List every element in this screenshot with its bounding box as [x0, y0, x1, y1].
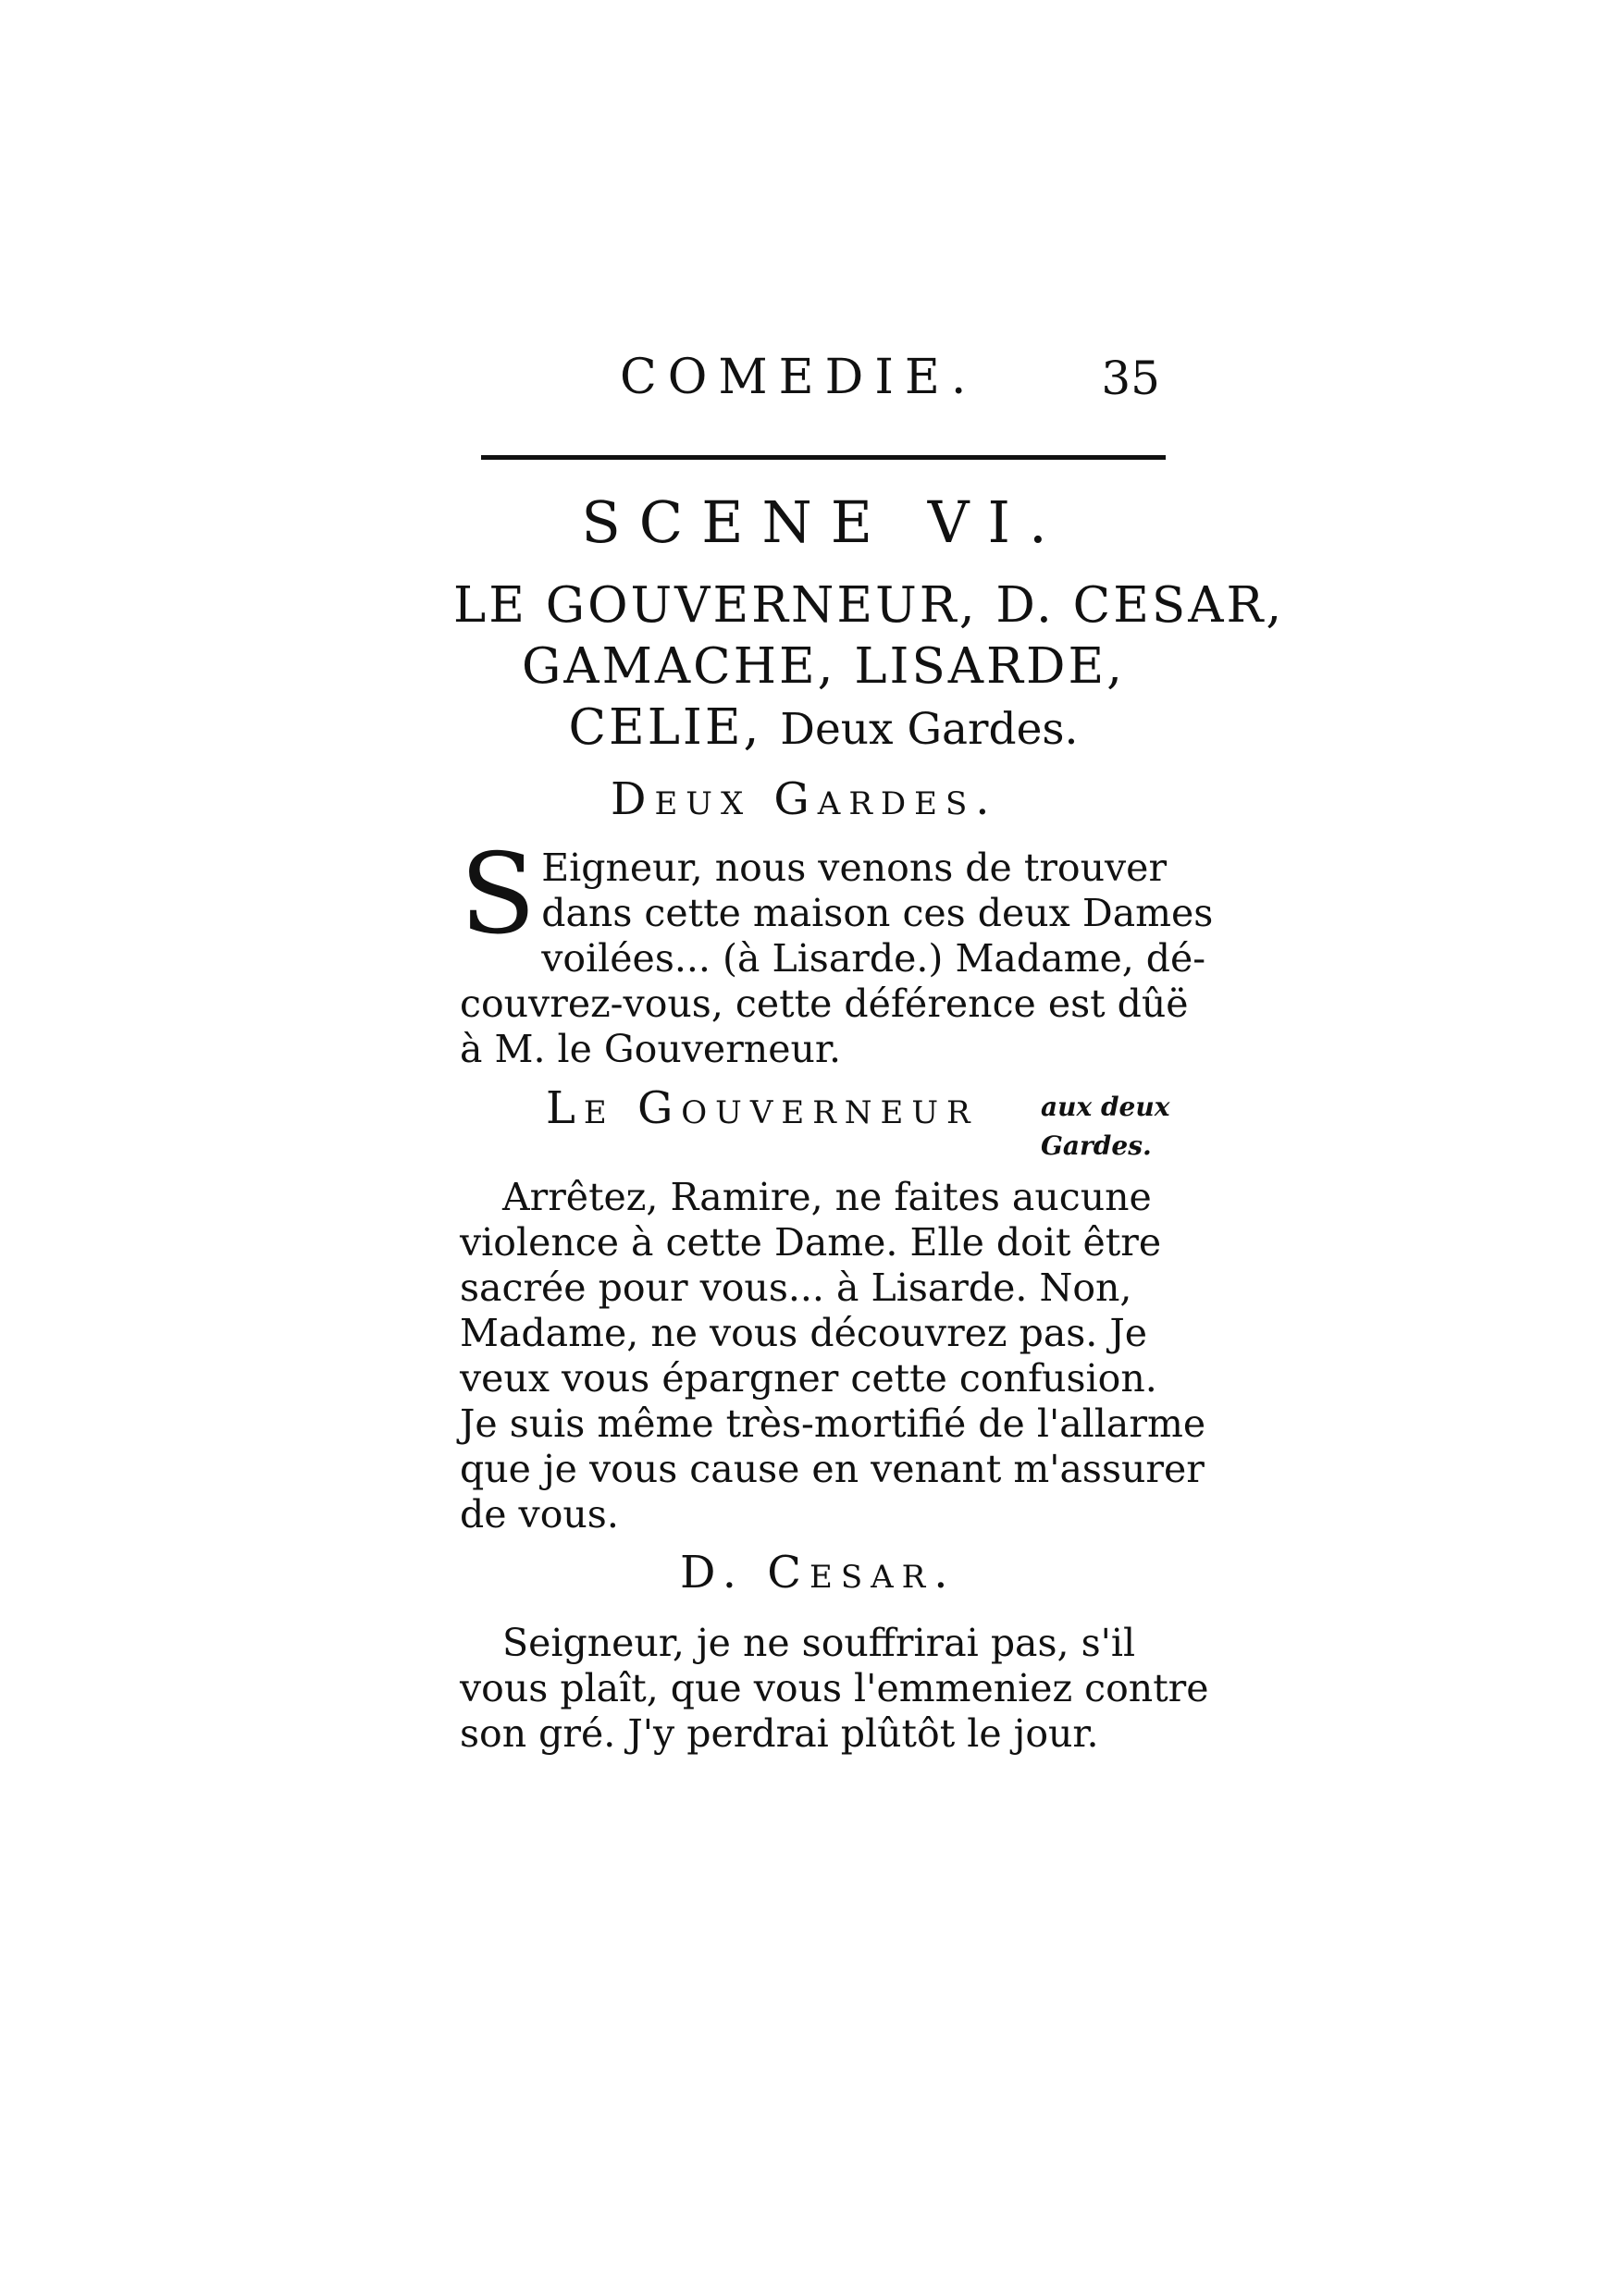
drop-cap: S: [460, 831, 537, 959]
speech-line: Seigneur, je ne souffrirai pas, s'il: [502, 1621, 1136, 1665]
speech-line: que je vous cause en venant m'assurer: [460, 1447, 1205, 1491]
speech-line: veux vous épargner cette confusion.: [460, 1356, 1157, 1401]
speech-line: violence à cette Dame. Elle doit être: [460, 1220, 1162, 1265]
cast-list: [453, 575, 1285, 760]
speech-line: vous plaît, que vous l'emmeniez contre: [460, 1666, 1209, 1710]
speaker-d-cesar: D. Cesar.: [680, 1547, 957, 1599]
running-title: COMEDIE.: [620, 350, 978, 405]
header-rule: [481, 455, 1166, 460]
cast-line-3-guards: Deux Gardes.: [780, 704, 1079, 755]
cast-line-3: [453, 697, 1193, 760]
speech-line: sacrée pour vous... à Lisarde. Non,: [460, 1265, 1132, 1310]
speech-deux-gardes: [460, 831, 1214, 1072]
stage-direction: Gardes.: [1041, 1130, 1152, 1161]
speech-line: de vous.: [460, 1492, 619, 1537]
cast-line-2: GAMACHE, LISARDE,: [522, 638, 1125, 695]
cast-line-1: LE GOUVERNEUR, D. CESAR,: [453, 577, 1285, 634]
speech-line: Madame, ne vous découvrez pas. Je: [460, 1311, 1148, 1355]
stage-direction: aux deux: [1041, 1092, 1170, 1122]
speech-line: son gré. J'y perdrai plûtôt le jour.: [460, 1711, 1099, 1756]
speech-line: Arrêtez, Ramire, ne faites aucune: [502, 1175, 1152, 1219]
speech-line: voilées... (à Lisarde.) Madame, dé-: [541, 936, 1206, 981]
speech-d-cesar: [460, 1621, 1209, 1757]
running-head: [481, 350, 1166, 424]
page-number: 35: [1101, 352, 1160, 405]
speech-line: couvrez-vous, cette déférence est dûë: [460, 981, 1189, 1026]
speech-le-gouverneur: [460, 1175, 1206, 1537]
cast-line-3-main: CELIE,: [568, 699, 762, 756]
speech-line: Eigneur, nous venons de trouver: [541, 846, 1168, 890]
speech-line: Je suis même très-mortifié de l'allarme: [460, 1401, 1206, 1446]
scene-title: SCENE VI.: [581, 488, 1066, 556]
speech-line: dans cette maison ces deux Dames: [541, 891, 1214, 935]
speaker-le-gouverneur: Le Gouverneur: [546, 1082, 979, 1134]
speaker-deux-gardes: Deux Gardes.: [611, 773, 998, 825]
speech-line: à M. le Gouverneur.: [460, 1027, 842, 1071]
